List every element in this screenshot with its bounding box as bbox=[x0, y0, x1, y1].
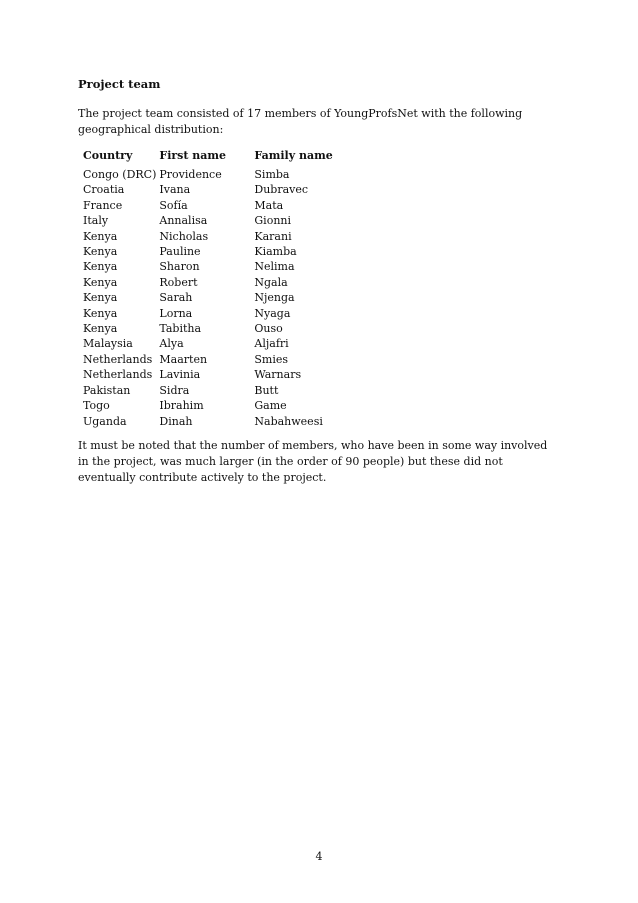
table-row bbox=[80, 259, 364, 274]
cell-first-name: Dinah bbox=[159, 414, 193, 428]
table-row bbox=[80, 383, 364, 398]
table-row bbox=[80, 398, 364, 413]
cell-family-name: Njenga bbox=[254, 291, 295, 305]
cell-country: Italy bbox=[83, 214, 109, 228]
cell-first-name: Sharon bbox=[159, 260, 200, 274]
cell-first-name: Maarten bbox=[159, 352, 208, 366]
cell-family-name: Nabahweesi bbox=[254, 414, 323, 428]
cell-country: Kenya bbox=[83, 291, 118, 305]
cell-country: Kenya bbox=[83, 245, 118, 259]
note-paragraph: It must be noted that the number of members, who have been in some way involved in the project, was much larger (in the order of 90 people) but these did not eventually contribute actively to the project. bbox=[78, 439, 548, 484]
cell-first-name: Alya bbox=[159, 337, 184, 351]
cell-family-name: Karani bbox=[254, 229, 292, 243]
header-family-name: Family name bbox=[254, 149, 333, 162]
cell-country: Kenya bbox=[83, 260, 118, 274]
table-row bbox=[80, 198, 364, 213]
table-row bbox=[80, 352, 364, 367]
team-table-body bbox=[80, 167, 364, 429]
table-row bbox=[80, 213, 364, 228]
cell-country: Malaysia bbox=[83, 337, 133, 351]
cell-first-name: Ibrahim bbox=[159, 399, 204, 413]
cell-family-name: Nelima bbox=[254, 260, 295, 274]
cell-country: Pakistan bbox=[83, 383, 131, 397]
header-first-name: First name bbox=[159, 149, 227, 162]
table-row bbox=[80, 229, 364, 244]
cell-country: Netherlands bbox=[83, 352, 153, 366]
page-number: 4 bbox=[315, 850, 323, 863]
cell-country: Togo bbox=[83, 399, 110, 413]
cell-family-name: Aljafri bbox=[254, 337, 289, 351]
cell-family-name: Gionni bbox=[254, 214, 292, 228]
intro-paragraph: The project team consisted of 17 members of YoungProfsNet with the following geographical distribution: bbox=[78, 107, 523, 136]
cell-family-name: Nyaga bbox=[254, 306, 291, 320]
table-row bbox=[80, 244, 364, 259]
cell-family-name: Mata bbox=[254, 198, 284, 212]
cell-first-name: Tabitha bbox=[159, 322, 202, 336]
table-row bbox=[80, 306, 364, 321]
cell-first-name: Lorna bbox=[159, 306, 193, 320]
table-row bbox=[80, 290, 364, 305]
cell-country: Croatia bbox=[83, 183, 125, 197]
cell-first-name: Sofía bbox=[159, 198, 188, 212]
cell-family-name: Simba bbox=[254, 168, 290, 181]
team-table-header bbox=[80, 148, 364, 167]
cell-first-name: Lavinia bbox=[159, 368, 201, 382]
table-row bbox=[80, 367, 364, 382]
cell-country: Uganda bbox=[83, 414, 127, 428]
cell-first-name: Annalisa bbox=[159, 214, 208, 228]
cell-family-name: Ngala bbox=[254, 275, 288, 289]
cell-family-name: Butt bbox=[254, 383, 279, 397]
cell-family-name: Ouso bbox=[254, 322, 283, 336]
cell-first-name: Robert bbox=[159, 275, 198, 289]
cell-country: France bbox=[83, 198, 123, 212]
table-row bbox=[80, 182, 364, 197]
table-header-row bbox=[80, 148, 364, 167]
cell-first-name: Pauline bbox=[159, 245, 201, 259]
team-table bbox=[80, 148, 364, 429]
cell-family-name: Kiamba bbox=[254, 245, 297, 259]
cell-family-name: Smies bbox=[254, 352, 289, 366]
cell-first-name: Sidra bbox=[159, 383, 190, 397]
cell-first-name: Nicholas bbox=[159, 229, 209, 243]
cell-country: Kenya bbox=[83, 229, 118, 243]
section-heading: Project team bbox=[78, 77, 161, 91]
cell-family-name: Dubravec bbox=[254, 183, 309, 197]
cell-country: Kenya bbox=[83, 322, 118, 336]
cell-country: Kenya bbox=[83, 275, 118, 289]
table-row bbox=[80, 275, 364, 290]
cell-family-name: Warnars bbox=[254, 368, 302, 382]
table-row bbox=[80, 321, 364, 336]
table-row bbox=[80, 167, 364, 182]
cell-country: Congo (DRC) bbox=[83, 168, 157, 181]
cell-family-name: Game bbox=[254, 399, 287, 413]
cell-country: Netherlands bbox=[83, 368, 153, 382]
cell-first-name: Ivana bbox=[159, 183, 191, 197]
table-row bbox=[80, 336, 364, 351]
header-country: Country bbox=[83, 149, 133, 162]
table-row bbox=[80, 414, 364, 429]
cell-first-name: Sarah bbox=[159, 291, 193, 305]
cell-country: Kenya bbox=[83, 306, 118, 320]
cell-first-name: Providence bbox=[159, 168, 222, 181]
